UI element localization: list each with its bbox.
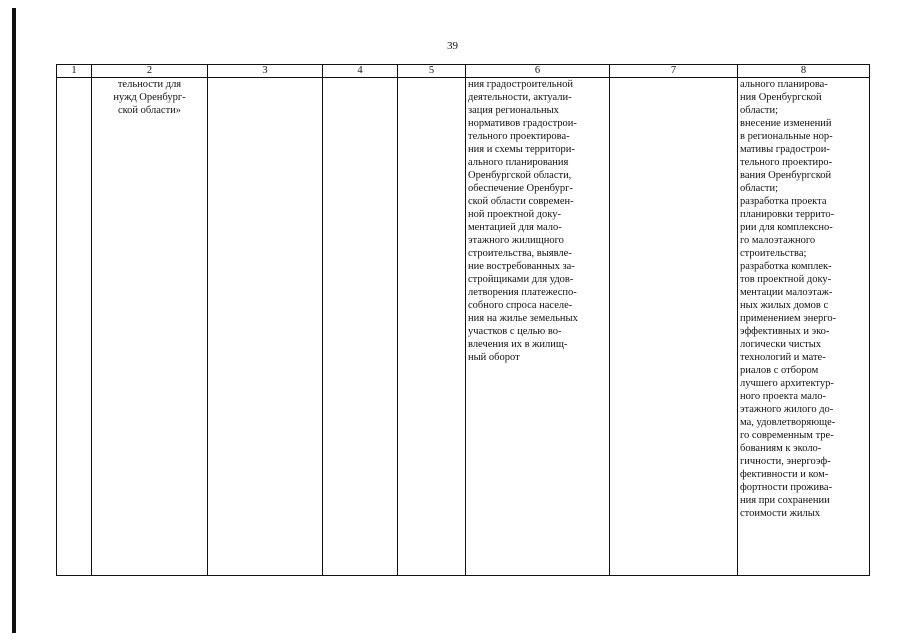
cell-col-3: [208, 78, 323, 576]
column-header-6: 6: [466, 65, 610, 78]
cell-col-4: [323, 78, 398, 576]
column-header-2: 2: [92, 65, 208, 78]
program-table: [56, 64, 870, 576]
header-row: [57, 65, 870, 78]
column-header-5: 5: [398, 65, 466, 78]
cell-col-7: [610, 78, 738, 576]
column-header-8: 8: [738, 65, 870, 78]
cell-col-6: [466, 78, 610, 576]
page-number: 39: [447, 40, 458, 52]
column-header-1: 1: [57, 65, 92, 78]
column-header-3: 3: [208, 65, 323, 78]
cell-col-6-text: ния градостроительной деятельности, актуали- зация региональных нормативов градострои- тельного проектирова- ния и схемы территори- ального планирования Оренбургской области, обеспечение Оренбург- ской области современ- ной проектной доку- ментацией для мало- этажного жилищного строительства, выявле- ние востребованных за- стройщиками для удов- летворения платежеспо- собного спроса населе- ния на жилье земельных участков с целью во- влечения их в жилищ- ный оборот: [468, 79, 578, 363]
cell-col-2-text: тельности для нужд Оренбург- ской области»: [113, 79, 186, 116]
column-header-4: 4: [323, 65, 398, 78]
cell-col-1: [57, 78, 92, 576]
cell-col-2: [92, 78, 208, 576]
cell-col-8: [738, 78, 870, 576]
cell-col-5: [398, 78, 466, 576]
binding-margin-line: [12, 8, 16, 633]
cell-col-8-text: ального планирова- ния Оренбургской области; внесение изменений в региональные нор- мативы градострои- тельного проектиро- вания Оренбургской области; разработка проекта планировки террито- рии для комплексно- го малоэтажного строительства; разработка комплек- тов проектной доку- ментации малоэтаж- ных жилых домов с применением энерго- эффективных и эко- логически чистых технологий и мате- риалов с отбором лучшего архитектур- ного проекта мало- этажного жилого до- ма, удовлетворяюще- го современным тре- бованиям к эколо- гичности, энергоэф- фективности и ком- фортности прожива- ния при сохранении стоимости жилых: [740, 79, 837, 519]
table-row: [57, 78, 870, 576]
column-header-7: 7: [610, 65, 738, 78]
